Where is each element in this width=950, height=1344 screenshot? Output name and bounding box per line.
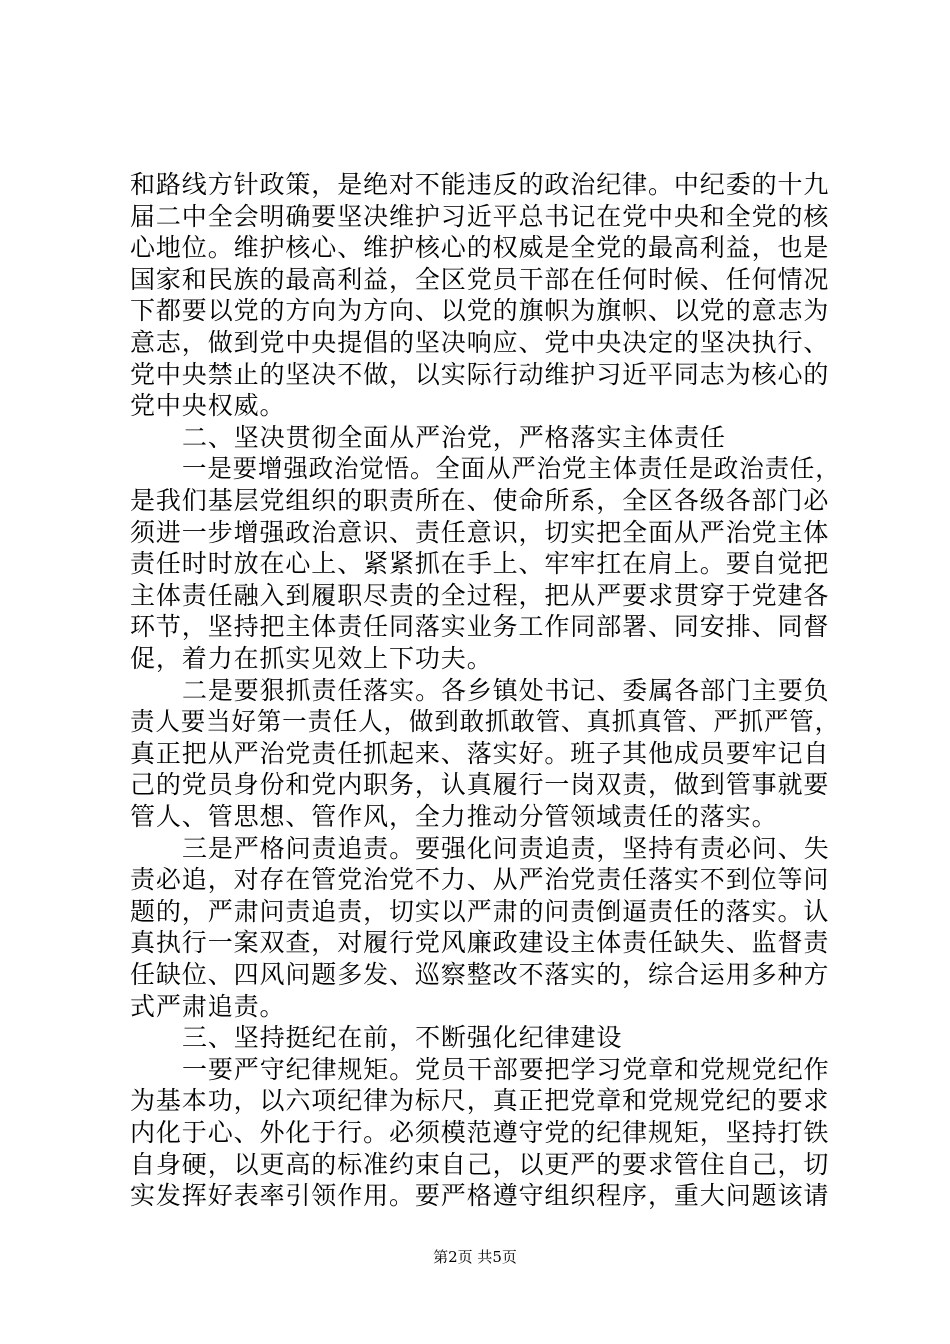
text-line: 任缺位、四风问题多发、巡察整改不落实的，综合运用多种方 — [130, 960, 830, 989]
paragraph-first-line: 二是要狠抓责任落实。各乡镇处书记、委属各部门主要负 — [182, 675, 830, 705]
text-line: 心地位。维护核心、维护核心的权威是全党的最高利益，也是 — [130, 233, 830, 263]
paragraph-first-line: 一是要增强政治觉悟。全面从严治党主体责任是政治责任， — [182, 454, 841, 484]
text-line: 责必追，对存在管党治党不力、从严治党责任落实不到位等问 — [130, 865, 830, 895]
text-line: 内化于心、外化于行。必须模范遵守党的纪律规矩，坚持打铁 — [130, 1118, 830, 1147]
text-line: 届二中全会明确要坚决维护习近平总书记在党中央和全党的核 — [130, 201, 830, 231]
text-line: 意志，做到党中央提倡的坚决响应、党中央决定的坚决执行、 — [130, 328, 830, 357]
text-line: 责人要当好第一责任人，做到敢抓敢管、真抓真管、严抓严管， — [130, 707, 840, 737]
text-line: 为基本功，以六项纪律为标尺，真正把党章和党规党纪的要求 — [130, 1086, 830, 1116]
text-line: 主体责任融入到履职尽责的全过程，把从严要求贯穿于党建各 — [130, 580, 830, 610]
text-line: 促，着力在抓实见效上下功夫。 — [130, 644, 493, 673]
text-line: 真执行一案双查，对履行党风廉政建设主体责任缺失、监督责 — [130, 928, 830, 958]
text-line: 实发挥好表率引领作用。要严格遵守组织程序，重大问题该请 — [130, 1181, 830, 1211]
text-line: 管人、管思想、管作风，全力推动分管领域责任的落实。 — [130, 802, 778, 831]
text-line: 真正把从严治党责任抓起来、落实好。班子其他成员要牢记自 — [130, 738, 830, 768]
text-line: 须进一步增强政治意识、责任意识，切实把全面从严治党主体 — [130, 517, 830, 547]
text-line: 题的，严肃问责追责，切实以严肃的问责倒逼责任的落实。认 — [130, 896, 830, 926]
paragraph-first-line: 三是严格问责追责。要强化问责追责，坚持有责必问、失 — [182, 833, 830, 863]
text-line: 是我们基层党组织的职责所在、使命所系，全区各级各部门必 — [130, 486, 830, 515]
page-number-footer: 第2页 共5页 — [433, 1248, 517, 1266]
text-line: 党中央禁止的坚决不做，以实际行动维护习近平同志为核心的 — [130, 359, 830, 389]
text-line: 自身硬，以更高的标准约束自己，以更严的要求管住自己，切 — [130, 1149, 830, 1179]
text-line: 党中央权威。 — [130, 391, 286, 421]
text-line: 式严肃追责。 — [130, 991, 286, 1021]
section-heading: 二、坚决贯彻全面从严治党，严格落实主体责任 — [182, 422, 726, 452]
text-line: 下都要以党的方向为方向、以党的旗帜为旗帜、以党的意志为 — [130, 296, 830, 326]
section-heading: 三、坚持挺纪在前，不断强化纪律建设 — [182, 1023, 623, 1053]
text-line: 国家和民族的最高利益，全区党员干部在任何时候、任何情况 — [130, 264, 830, 294]
text-line: 己的党员身份和党内职务，认真履行一岗双责，做到管事就要 — [130, 770, 830, 800]
paragraph-first-line: 一要严守纪律规矩。党员干部要把学习党章和党规党纪作 — [182, 1054, 830, 1084]
text-line: 责任时时放在心上、紧紧抓在手上、牢牢扛在肩上。要自觉把 — [130, 549, 830, 579]
text-line: 和路线方针政策，是绝对不能违反的政治纪律。中纪委的十九 — [130, 170, 830, 199]
text-line: 环节，坚持把主体责任同落实业务工作同部署、同安排、同督 — [130, 612, 830, 642]
